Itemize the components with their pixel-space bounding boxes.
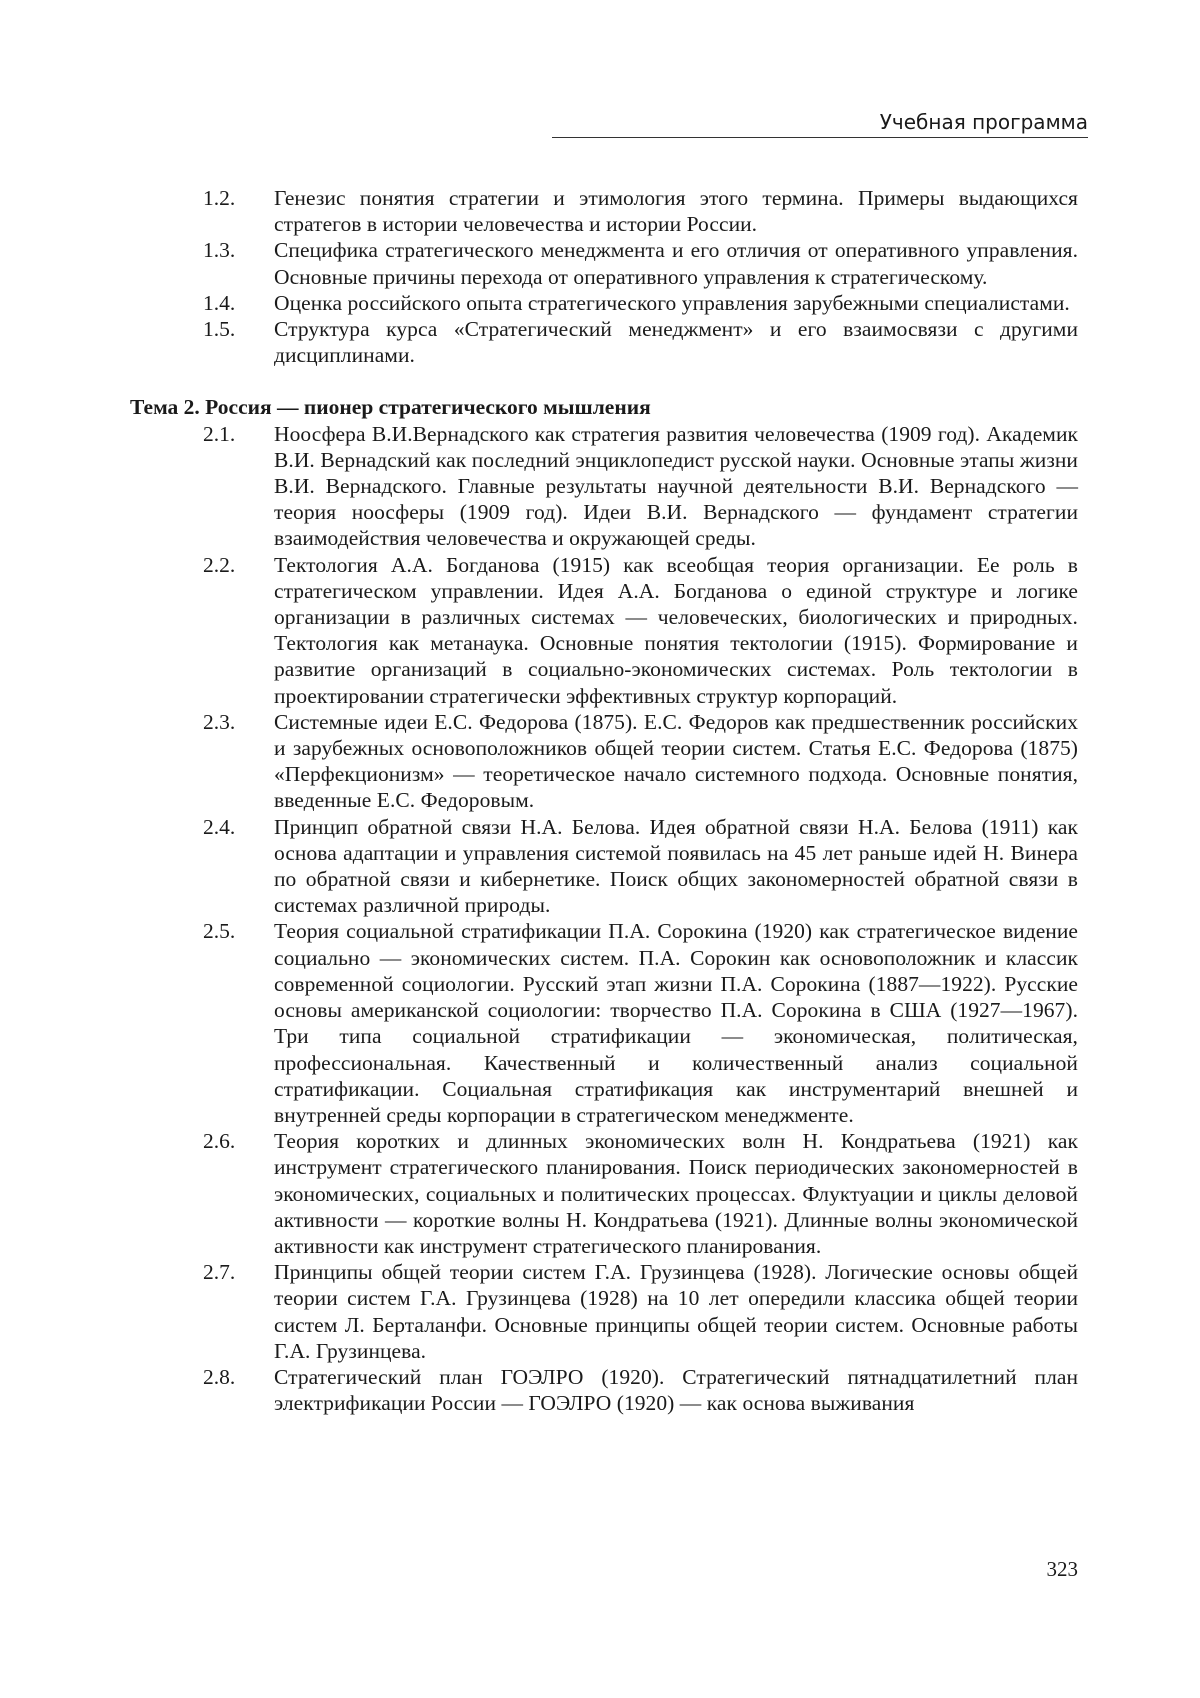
item-text: Принципы общей теории систем Г.А. Грузинцева (1928). Логические основы общей теории систем Г.А. Грузинцева (1928) на 10 лет опередили классика общей теории систем Л. Берталанфи. Основные принципы общей теории систем. Основные работы Г.А. Грузинцева. — [274, 1260, 1078, 1363]
list-item-2-1 — [130, 421, 1078, 552]
item-text: Генезис понятия стратегии и этимология этого термина. Примеры выдающихся стратегов в истории человечества и истории России. — [274, 186, 1078, 237]
topic-2-heading: Тема 2. Россия — пионер стратегического мышления — [130, 395, 651, 420]
item-number: 2.7. — [203, 1260, 236, 1285]
item-text: Структура курса «Стратегический менеджмент» и его взаимосвязи с другими дисциплинами. — [274, 317, 1078, 368]
list-item-2-7 — [130, 1259, 1078, 1364]
item-text: Стратегический план ГОЭЛРО (1920). Стратегический пятнадцатилетний план электрификации России — ГОЭЛРО (1920) — как основа выживания — [274, 1364, 1078, 1416]
item-text: Оценка российского опыта стратегического управления зарубежными специалистами. — [274, 290, 1070, 315]
list-item-2-6 — [130, 1128, 1078, 1259]
list-item-1-3 — [130, 237, 1078, 289]
running-header: Учебная программа — [552, 110, 1088, 138]
item-text: Системные идеи Е.С. Федорова (1875). Е.С. Федоров как предшественник российских и зарубежных основоположников общей теории систем. Статья Е.С. Федорова (1875) «Перфекционизм» — теоретическое начало системного подхода. Основные понятия, введенные Е.С. Федоровым. — [274, 709, 1078, 813]
list-item-2-2 — [130, 552, 1078, 709]
item-text: Теория коротких и длинных экономических волн Н. Кондратьева (1921) как инструмент стратегического планирования. Поиск периодических закономерностей в экономических, социальных и политических процессах. Флуктуации и циклы деловой активности — короткие волны Н. Кондратьева (1921). Длинные волны экономической активности как инструмент стратегического планирования. — [274, 1129, 1078, 1258]
item-number: 1.5. — [203, 317, 236, 342]
list-item-2-4 — [130, 814, 1078, 919]
list-item-2-5 — [130, 918, 1078, 1128]
item-number: 1.2. — [203, 186, 236, 210]
item-text: Ноосфера В.И.Вернадского как стратегия развития человечества (1909 год). Академик В.И. Вернадский как последний энциклопедист русской науки. Основные этапы жизни В.И. Вернадского. Главные результаты научной деятельности В.И. Вернадского — теория ноосферы (1909 год). Идеи В.И. Вернадского — фундамент стратегии взаимодействия человечества и окружающей среды. — [274, 421, 1078, 551]
list-item-1-2 — [130, 185, 1078, 237]
item-number: 2.5. — [203, 919, 236, 944]
item-number: 2.4. — [203, 814, 236, 839]
item-number: 2.8. — [203, 1364, 236, 1389]
item-number: 2.3. — [203, 709, 236, 734]
page-number: 323 — [1046, 1557, 1078, 1581]
item-number: 2.6. — [203, 1129, 236, 1154]
item-text: Тектология А.А. Богданова (1915) как всеобщая теория организации. Ее роль в стратегическом управлении. Идея А.А. Богданова о единой структуре и логике организации в различных системах — человеческих, биологических и природных. Тектология как метанаука. Основные понятия тектологии (1915). Формирование и развитие организаций в социально-экономических системах. Роль тектологии в проектировании стратегически эффективных структур корпораций. — [274, 552, 1078, 708]
item-text: Принцип обратной связи Н.А. Белова. Идея обратной связи Н.А. Белова (1911) как основа адаптации и управления системой появилась на 45 лет раньше идей Н. Винера по обратной связи и кибернетике. Поиск общих закономерностей обратной связи в системах различной природы. — [274, 814, 1078, 918]
item-number: 2.2. — [203, 552, 236, 577]
item-number: 2.1. — [203, 421, 236, 446]
page-content — [130, 185, 1078, 1416]
item-number: 1.3. — [203, 238, 236, 263]
list-item-2-3 — [130, 709, 1078, 814]
item-number: 1.4. — [203, 290, 236, 315]
list-item-1-4 — [130, 290, 1078, 316]
list-item-1-5 — [130, 316, 1078, 368]
list-item-2-8 — [130, 1364, 1078, 1416]
item-text: Теория социальной стратификации П.А. Сорокина (1920) как стратегическое видение социально — экономических систем. П.А. Сорокин как основоположник и классик современной социологии. Русский этап жизни П.А. Сорокина (1887—1922). Русские основы американской социологии: творчество П.А. Сорокина в США (1927—1967). Три типа социальной стратификации — экономическая, политическая, профессиональная. Качественный и количественный анализ социальной стратификации. Социальная стратификация как инструментарий внешней и внутренней среды корпорации в стратегическом менеджменте. — [274, 919, 1078, 1127]
item-text: Специфика стратегического менеджмента и его отличия от оперативного управления. Основные причины перехода от оперативного управления к стратегическому. — [274, 238, 1078, 289]
